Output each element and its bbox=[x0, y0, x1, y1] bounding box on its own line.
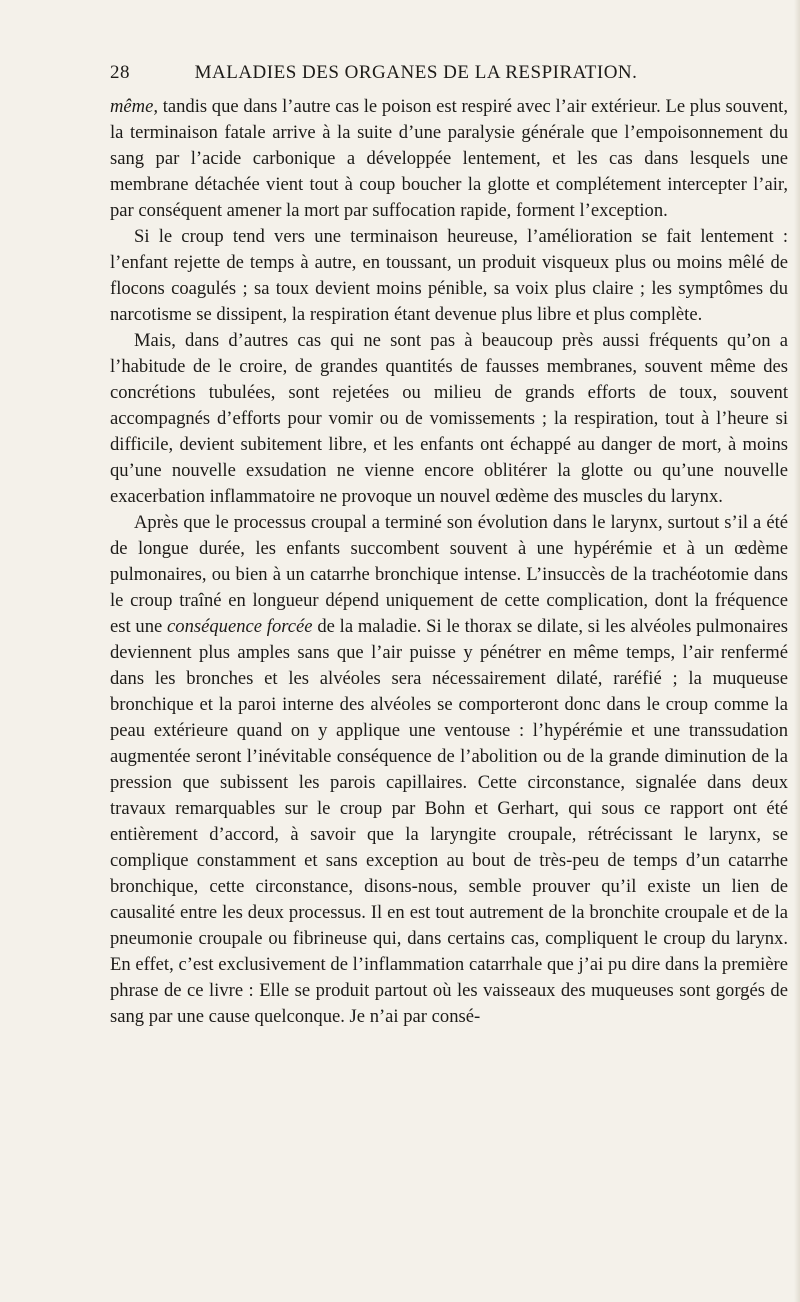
page-edge-shadow bbox=[794, 0, 800, 1302]
paragraph-1-text: tandis que dans l’autre cas le poison est respiré avec l’air extérieur. Le plus souvent, la terminaison fatale arrive à la suite d’une paralysie générale que l’empoisonnement du sang par l’acide carbonique a développée lentement, et les cas dans lesquels une membrane détachée vient tout à coup boucher la glotte et complétement intercepter l’air, par conséquent amener la mort par suffocation rapide, forment l’exception. bbox=[110, 96, 788, 221]
paragraph-2: Si le croup tend vers une terminaison heureuse, l’amélioration se fait lentement : l’enfant rejette de temps à autre, en toussant, un produit visqueux plus ou moins mêlé de flocons coagulés ; sa toux devient moins pénible, sa voix plus claire ; les symptômes du narcotisme se dissipent, la respiration étant devenue plus libre et plus complète. bbox=[110, 226, 788, 325]
paragraph-4-text-a: Après que le processus croupal a terminé son évolution dans le larynx, surtout s’il a été de longue durée, les enfants succombent souvent à une hypérémie et à un œdème pulmonaires, ou bien à un catarrhe bronchique intense. L’insuccès de la trachéotomie dans le croup traîné en longueur dépend uniquement de cette complication, dont la fréquence est une bbox=[110, 512, 788, 637]
paragraph-1 bbox=[110, 94, 788, 224]
body-text bbox=[110, 94, 788, 1030]
paragraph-3: Mais, dans d’autres cas qui ne sont pas à beaucoup près aussi fréquents qu’on a l’habitude de le croire, de grandes quantités de fausses membranes, souvent même des concrétions tubulées, sont rejetées ou milieu de grands efforts de toux, souvent accompagnés d’efforts pour vomir ou de vomissements ; la respiration, tout à l’heure si difficile, devient subitement libre, et les enfants ont échappé au danger de mort, à moins qu’une nouvelle exsudation ne vienne encore oblitérer la glotte ou qu’une nouvelle exacerbation inflammatoire ne provoque un nouvel œdème des muscles du larynx. bbox=[110, 330, 788, 507]
page-header bbox=[110, 62, 722, 88]
running-title: MALADIES DES ORGANES DE LA RESPIRATION. bbox=[194, 62, 638, 83]
paragraph-4-text-b: de la maladie. Si le thorax se dilate, si les alvéoles pulmonaires deviennent plus amples sans que l’air puisse y pénétrer en même temps, l’air renfermé dans les bronches et les alvéoles sera nécessairement dilaté, raréfié ; la muqueuse bronchique et la paroi interne des alvéoles se comporteront donc dans le croup comme la peau extérieure quand on y applique une ventouse : l’hypérémie et une transsudation augmentée seront l’inévitable conséquence de l’abolition ou de la grande diminution de la pression que subissent les parois capillaires. Cette circonstance, signalée dans deux travaux remarquables sur le croup par Bohn et Gerhart, qui sous ce rapport ont été entièrement d’accord, à savoir que la laryngite croupale, rétrécissant le larynx, se complique constamment et sans exception au bout de très-peu de temps d’un catarrhe bronchique, cette circonstance, disons-nous, semble prouver qu’il existe un lien de causalité entre les deux processus. Il en est tout autrement de la bronchite croupale et de la pneumonie croupale ou fibrineuse qui, dans certains cas, compliquent le croup du larynx. En effet, c’est exclusivement de l’inflammation catarrhale que j’ai pu dire dans la première phrase de ce livre : Elle se produit partout où les vaisseaux des muqueuses sont gorgés de sang par une cause quelconque. Je n’ai par consé- bbox=[110, 616, 788, 1027]
paragraph-4-italic: conséquence forcée bbox=[167, 616, 313, 637]
paragraph-4 bbox=[110, 510, 788, 1030]
page-number: 28 bbox=[110, 62, 130, 83]
paragraph-1-lead: même, bbox=[110, 96, 159, 117]
